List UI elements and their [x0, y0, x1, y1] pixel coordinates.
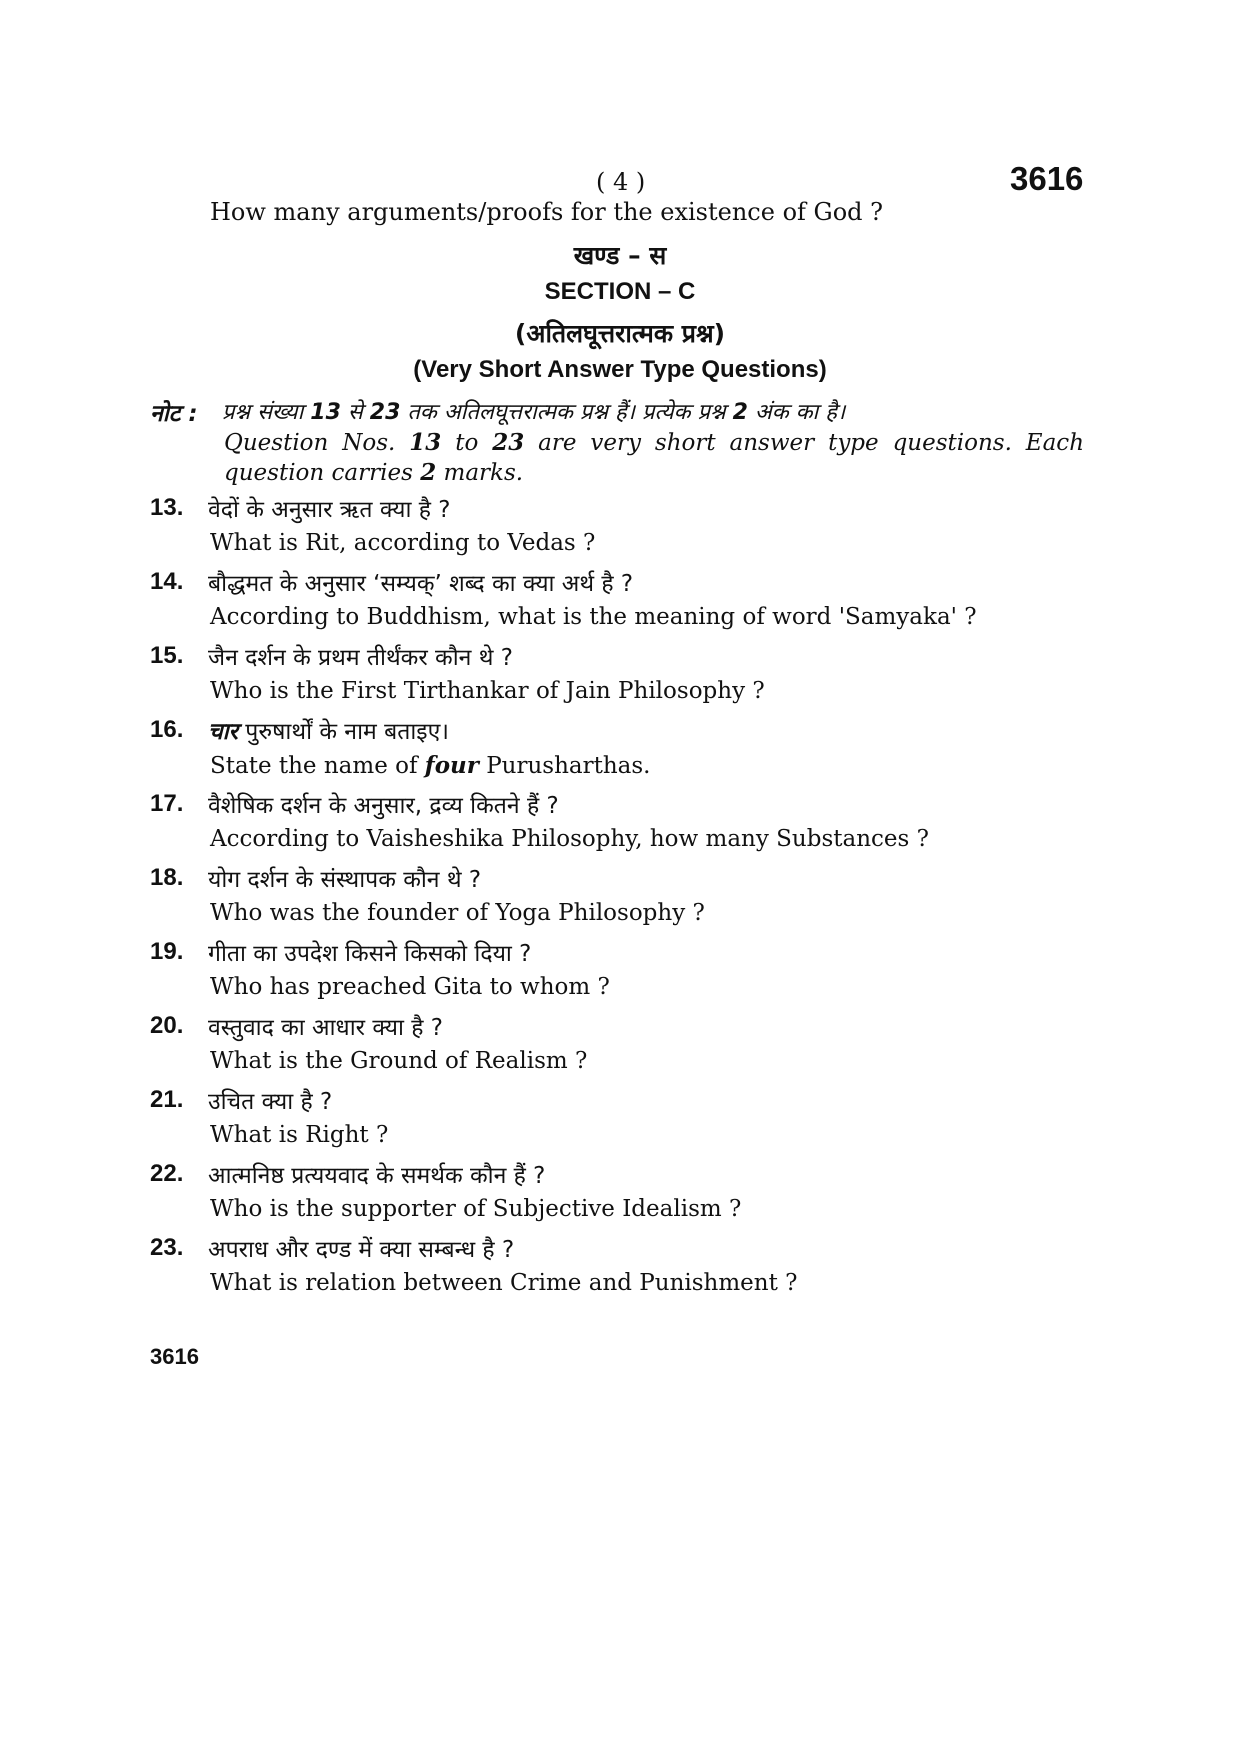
paper-code-bottom: 3616 — [150, 1344, 199, 1369]
note-hi-num-3: 2 — [732, 400, 748, 425]
question-number: 13. — [150, 494, 184, 521]
question-hindi: आत्मनिष्ठ प्रत्ययवाद के समर्थक कौन हैं ? — [208, 1163, 546, 1189]
note-hi-part-3: तक अतिलघूत्तरात्मक प्रश्न हैं। प्रत्येक प्रश्न — [407, 400, 726, 425]
section-title-english: SECTION – C — [544, 278, 696, 305]
note-en-num-3: 2 — [420, 459, 437, 486]
question-english: According to Vaisheshika Philosophy, how many Substances ? — [210, 826, 929, 852]
question-hindi: वस्तुवाद का आधार क्या है ? — [208, 1015, 444, 1041]
note-label: नोट : — [150, 401, 198, 427]
note-hi-num-1: 13 — [310, 400, 341, 425]
note-en-part-4: marks. — [443, 460, 524, 486]
question-23 — [150, 1234, 1090, 1308]
question-hindi: उचित क्या है ? — [208, 1089, 333, 1115]
note-en-part-2: to — [455, 430, 479, 456]
note-en-part-1: Question Nos. — [224, 430, 396, 456]
question-13 — [150, 494, 1090, 568]
question-english: Who was the founder of Yoga Philosophy ? — [210, 900, 705, 926]
question-english-emphasis: four — [424, 752, 479, 779]
question-hindi: बौद्धमत के अनुसार ‘सम्यक्’ शब्द का क्या अर्थ है ? — [208, 571, 634, 597]
question-hindi-text: पुरुषार्थों के नाम बताइए। — [245, 719, 450, 745]
question-number: 23. — [150, 1234, 184, 1261]
question-english: What is Rit, according to Vedas ? — [210, 530, 596, 556]
question-number: 22. — [150, 1160, 184, 1187]
note-en-part-3: are very short answer type questions. Each question carries — [224, 430, 1085, 486]
question-english-post: Purusharthas. — [486, 753, 651, 779]
question-16 — [150, 716, 1090, 790]
question-english: Who is the supporter of Subjective Idealism ? — [210, 1196, 742, 1222]
question-14 — [150, 568, 1090, 642]
note-english — [224, 428, 1084, 488]
question-hindi: अपराध और दण्ड में क्या सम्बन्ध है ? — [208, 1237, 515, 1263]
question-english: According to Buddhism, what is the meaning of word 'Samyaka' ? — [210, 604, 977, 630]
question-hindi: वैशेषिक दर्शन के अनुसार, द्रव्य कितने हैं ? — [208, 793, 559, 819]
question-hindi: गीता का उपदेश किसने किसको दिया ? — [208, 941, 532, 967]
question-number: 21. — [150, 1086, 184, 1113]
previous-question-tail: How many arguments/proofs for the existence of God ? — [210, 198, 884, 226]
question-18 — [150, 864, 1090, 938]
question-hindi — [208, 714, 449, 746]
question-17 — [150, 790, 1090, 864]
note-hi-num-2: 23 — [369, 400, 401, 425]
note-en-num-1: 13 — [409, 429, 442, 456]
paper-code-top: 3616 — [1010, 160, 1084, 197]
page-number: ( 4 ) — [596, 168, 646, 196]
question-20 — [150, 1012, 1090, 1086]
question-english: What is the Ground of Realism ? — [210, 1048, 588, 1074]
question-22 — [150, 1160, 1090, 1234]
question-number: 18. — [150, 864, 184, 891]
question-number: 17. — [150, 790, 184, 817]
note-en-num-2: 23 — [492, 429, 525, 456]
question-21 — [150, 1086, 1090, 1160]
question-english: What is Right ? — [210, 1122, 389, 1148]
section-type-hindi: (अतिलघूत्तरात्मक प्रश्न) — [514, 319, 726, 348]
question-number: 15. — [150, 642, 184, 669]
note-hindi — [222, 396, 845, 426]
question-number: 19. — [150, 938, 184, 965]
question-hindi-emphasis: चार — [208, 719, 238, 745]
question-hindi: जैन दर्शन के प्रथम तीर्थंकर कौन थे ? — [208, 645, 513, 671]
note-hi-part-4: अंक का है। — [754, 400, 846, 425]
question-19 — [150, 938, 1090, 1012]
question-hindi: वेदों के अनुसार ऋत क्या है ? — [208, 497, 451, 523]
question-number: 20. — [150, 1012, 184, 1039]
note-hi-part-2: से — [347, 400, 363, 425]
section-title-hindi: खण्ड – स — [573, 241, 667, 270]
question-english: Who has preached Gita to whom ? — [210, 974, 610, 1000]
question-english: Who is the First Tirthankar of Jain Philosophy ? — [210, 678, 765, 704]
question-hindi: योग दर्शन के संस्थापक कौन थे ? — [208, 867, 482, 893]
question-number: 14. — [150, 568, 184, 595]
note-hi-part-1: प्रश्न संख्या — [222, 400, 304, 425]
question-number: 16. — [150, 716, 184, 743]
section-type-english: (Very Short Answer Type Questions) — [413, 356, 827, 383]
question-english: What is relation between Crime and Punishment ? — [210, 1270, 798, 1296]
question-english — [210, 752, 651, 779]
question-english-pre: State the name of — [210, 753, 418, 779]
question-15 — [150, 642, 1090, 716]
